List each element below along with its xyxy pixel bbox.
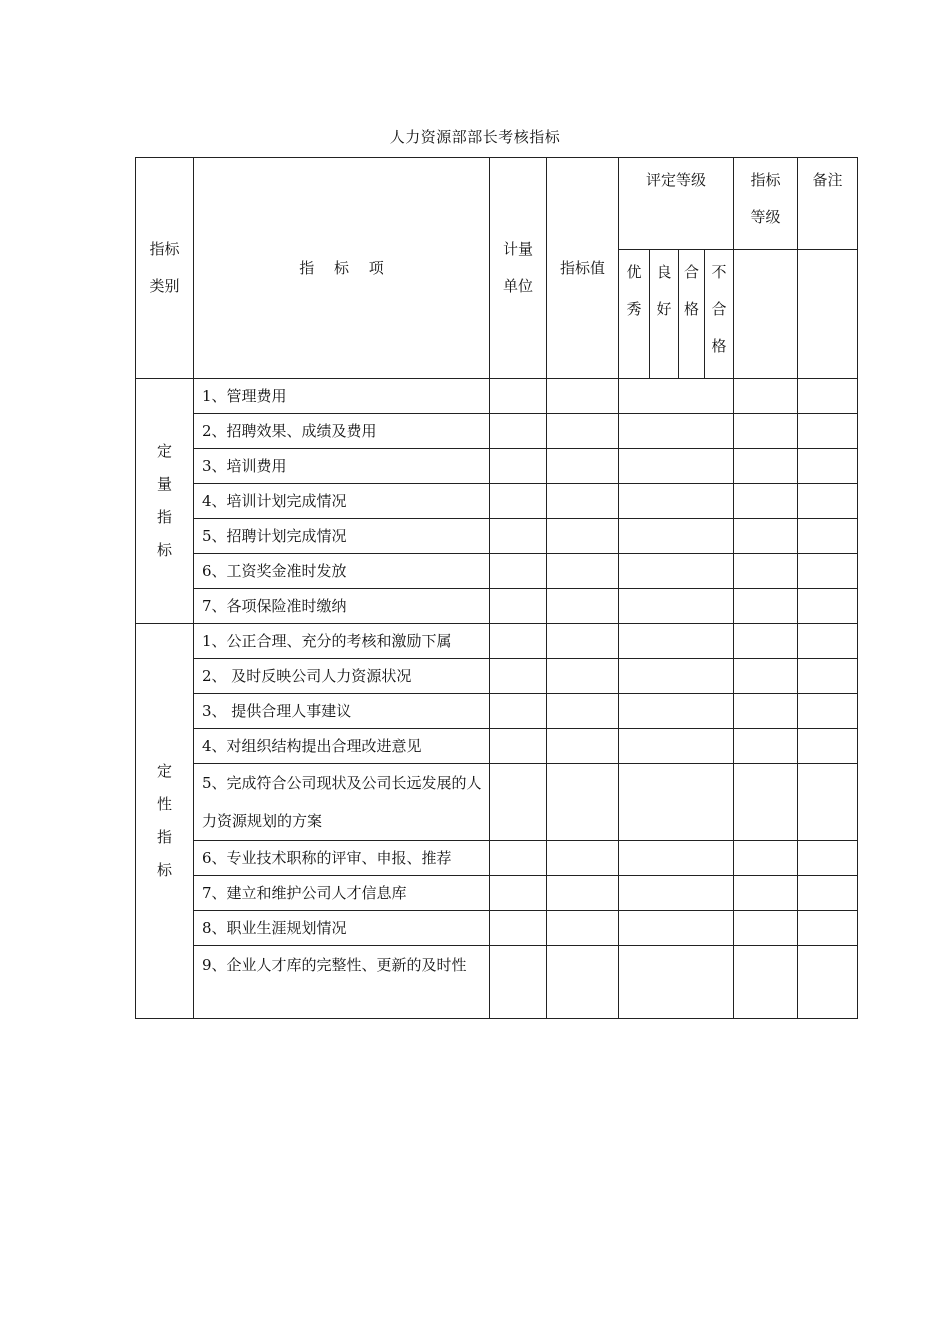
grade-fail-l2: 合 — [711, 300, 727, 318]
unit-cell[interactable] — [490, 764, 547, 841]
quant-label-char: 量 — [156, 475, 172, 493]
quant-label-char: 标 — [156, 541, 172, 559]
header-unit-line2: 单位 — [502, 277, 533, 295]
rating-cell[interactable] — [619, 764, 734, 841]
remarks-cell[interactable] — [798, 911, 858, 946]
table-row — [136, 694, 858, 729]
remarks-cell[interactable] — [798, 946, 858, 1019]
rating-cell[interactable] — [619, 589, 734, 624]
unit-cell[interactable] — [490, 841, 547, 876]
grade-good — [650, 250, 679, 379]
value-cell[interactable] — [547, 554, 619, 589]
remarks-cell[interactable] — [798, 379, 858, 414]
level-cell[interactable] — [734, 379, 798, 414]
header-unit — [490, 158, 547, 379]
grade-fail-l1: 不 — [711, 263, 727, 281]
rating-cell[interactable] — [619, 624, 734, 659]
table-row — [136, 449, 858, 484]
qual-item: 7、建立和维护公司人才信息库 — [194, 876, 490, 911]
level-blank — [734, 250, 798, 379]
qual-label-char: 性 — [156, 795, 172, 813]
table-row — [136, 624, 858, 659]
grade-excellent-l2: 秀 — [626, 300, 642, 318]
grade-fail-l3: 格 — [711, 337, 727, 355]
value-cell[interactable] — [547, 414, 619, 449]
rating-cell[interactable] — [619, 694, 734, 729]
level-cell[interactable] — [734, 876, 798, 911]
qual-item: 1、公正合理、充分的考核和激励下属 — [194, 624, 490, 659]
unit-cell[interactable] — [490, 414, 547, 449]
unit-cell[interactable] — [490, 729, 547, 764]
value-cell[interactable] — [547, 589, 619, 624]
table-row — [136, 764, 858, 841]
value-cell[interactable] — [547, 946, 619, 1019]
remarks-cell[interactable] — [798, 589, 858, 624]
header-rating-group — [619, 158, 734, 250]
level-cell[interactable] — [734, 519, 798, 554]
table-row — [136, 414, 858, 449]
table-row — [136, 379, 858, 414]
rating-cell[interactable] — [619, 379, 734, 414]
rating-cell[interactable] — [619, 729, 734, 764]
value-cell[interactable] — [547, 449, 619, 484]
header-unit-line1: 计量 — [502, 240, 533, 258]
remarks-cell[interactable] — [798, 624, 858, 659]
unit-cell[interactable] — [490, 554, 547, 589]
remarks-cell[interactable] — [798, 659, 858, 694]
quant-label-char: 指 — [156, 508, 172, 526]
quant-item: 7、各项保险准时缴纳 — [194, 589, 490, 624]
header-level-line2: 等级 — [750, 208, 781, 226]
remarks-cell[interactable] — [798, 519, 858, 554]
rating-cell[interactable] — [619, 484, 734, 519]
table-row — [136, 876, 858, 911]
remarks-cell[interactable] — [798, 449, 858, 484]
grade-good-l1: 良 — [656, 263, 672, 281]
grade-fail — [705, 250, 734, 379]
header-level — [734, 158, 798, 250]
value-cell[interactable] — [547, 841, 619, 876]
remarks-cell[interactable] — [798, 764, 858, 841]
value-cell[interactable] — [547, 876, 619, 911]
rating-cell[interactable] — [619, 841, 734, 876]
qual-item: 3、 提供合理人事建议 — [194, 694, 490, 729]
table-row — [136, 554, 858, 589]
level-cell[interactable] — [734, 484, 798, 519]
qual-label-char: 定 — [156, 762, 172, 780]
qual-label-char: 标 — [156, 861, 172, 879]
unit-cell[interactable] — [490, 624, 547, 659]
unit-cell[interactable] — [490, 589, 547, 624]
grade-excellent — [619, 250, 650, 379]
level-cell[interactable] — [734, 911, 798, 946]
level-cell[interactable] — [734, 946, 798, 1019]
category-quantitative — [136, 379, 194, 624]
level-cell[interactable] — [734, 659, 798, 694]
header-remarks — [798, 158, 858, 250]
table-row — [136, 946, 858, 1019]
level-cell[interactable] — [734, 729, 798, 764]
value-cell[interactable] — [547, 484, 619, 519]
header-item — [194, 158, 490, 379]
rating-cell[interactable] — [619, 659, 734, 694]
rating-cell[interactable] — [619, 911, 734, 946]
value-cell[interactable] — [547, 379, 619, 414]
value-cell[interactable] — [547, 729, 619, 764]
unit-cell[interactable] — [490, 519, 547, 554]
header-category-line1: 指标 — [149, 240, 180, 258]
value-cell[interactable] — [547, 659, 619, 694]
remarks-cell[interactable] — [798, 414, 858, 449]
level-cell[interactable] — [734, 414, 798, 449]
level-cell[interactable] — [734, 554, 798, 589]
grade-excellent-l1: 优 — [626, 263, 642, 281]
level-cell[interactable] — [734, 694, 798, 729]
quant-item: 5、招聘计划完成情况 — [194, 519, 490, 554]
rating-cell[interactable] — [619, 946, 734, 1019]
qual-item: 9、企业人才库的完整性、更新的及时性 — [194, 946, 490, 1019]
remarks-cell[interactable] — [798, 484, 858, 519]
value-cell[interactable] — [547, 694, 619, 729]
quant-item: 1、管理费用 — [194, 379, 490, 414]
table-row — [136, 589, 858, 624]
quant-item: 3、培训费用 — [194, 449, 490, 484]
page-title: 人力资源部部长考核指标 — [389, 128, 561, 146]
qual-item: 6、专业技术职称的评审、申报、推荐 — [194, 841, 490, 876]
value-cell[interactable] — [547, 911, 619, 946]
remarks-cell[interactable] — [798, 554, 858, 589]
level-cell[interactable] — [734, 589, 798, 624]
remarks-cell[interactable] — [798, 729, 858, 764]
quant-item: 2、招聘效果、成绩及费用 — [194, 414, 490, 449]
unit-cell[interactable] — [490, 379, 547, 414]
category-qualitative — [136, 624, 194, 1019]
header-value — [547, 158, 619, 379]
grade-pass — [679, 250, 705, 379]
grade-pass-l1: 合 — [683, 263, 699, 281]
rating-cell[interactable] — [619, 554, 734, 589]
level-cell[interactable] — [734, 841, 798, 876]
quant-item: 6、工资奖金准时发放 — [194, 554, 490, 589]
rating-cell[interactable] — [619, 449, 734, 484]
header-level-line1: 指标 — [750, 171, 781, 189]
remarks-cell[interactable] — [798, 841, 858, 876]
unit-cell[interactable] — [490, 449, 547, 484]
assessment-table — [135, 157, 858, 1019]
unit-cell[interactable] — [490, 659, 547, 694]
level-cell[interactable] — [734, 764, 798, 841]
table-row — [136, 659, 858, 694]
header-category — [136, 158, 194, 379]
unit-cell[interactable] — [490, 876, 547, 911]
header-rating-label: 评定等级 — [646, 171, 707, 189]
level-cell[interactable] — [734, 624, 798, 659]
qual-item: 4、对组织结构提出合理改进意见 — [194, 729, 490, 764]
qual-item: 5、完成符合公司现状及公司长远发展的人力资源规划的方案 — [194, 764, 490, 841]
header-category-line2: 类别 — [149, 277, 180, 295]
rating-cell[interactable] — [619, 876, 734, 911]
unit-cell[interactable] — [490, 946, 547, 1019]
quant-label-char: 定 — [156, 442, 172, 460]
level-cell[interactable] — [734, 449, 798, 484]
value-cell[interactable] — [547, 519, 619, 554]
quant-item: 4、培训计划完成情况 — [194, 484, 490, 519]
header-remarks-label: 备注 — [812, 171, 843, 189]
value-cell[interactable] — [547, 764, 619, 841]
unit-cell[interactable] — [490, 911, 547, 946]
qual-label-char: 指 — [156, 828, 172, 846]
table-row — [136, 841, 858, 876]
table-row — [136, 911, 858, 946]
header-value-label: 指标值 — [559, 258, 605, 277]
remarks-cell[interactable] — [798, 876, 858, 911]
remarks-blank — [798, 250, 858, 379]
value-cell[interactable] — [547, 624, 619, 659]
rating-cell[interactable] — [619, 414, 734, 449]
table-row — [136, 484, 858, 519]
qual-item: 8、职业生涯规划情况 — [194, 911, 490, 946]
remarks-cell[interactable] — [798, 694, 858, 729]
header-item-label: 指 标 项 — [299, 258, 384, 277]
unit-cell[interactable] — [490, 694, 547, 729]
grade-pass-l2: 格 — [683, 300, 699, 318]
grade-good-l2: 好 — [656, 300, 672, 318]
unit-cell[interactable] — [490, 484, 547, 519]
qual-item: 2、 及时反映公司人力资源状况 — [194, 659, 490, 694]
rating-cell[interactable] — [619, 519, 734, 554]
table-row — [136, 729, 858, 764]
table-row — [136, 519, 858, 554]
